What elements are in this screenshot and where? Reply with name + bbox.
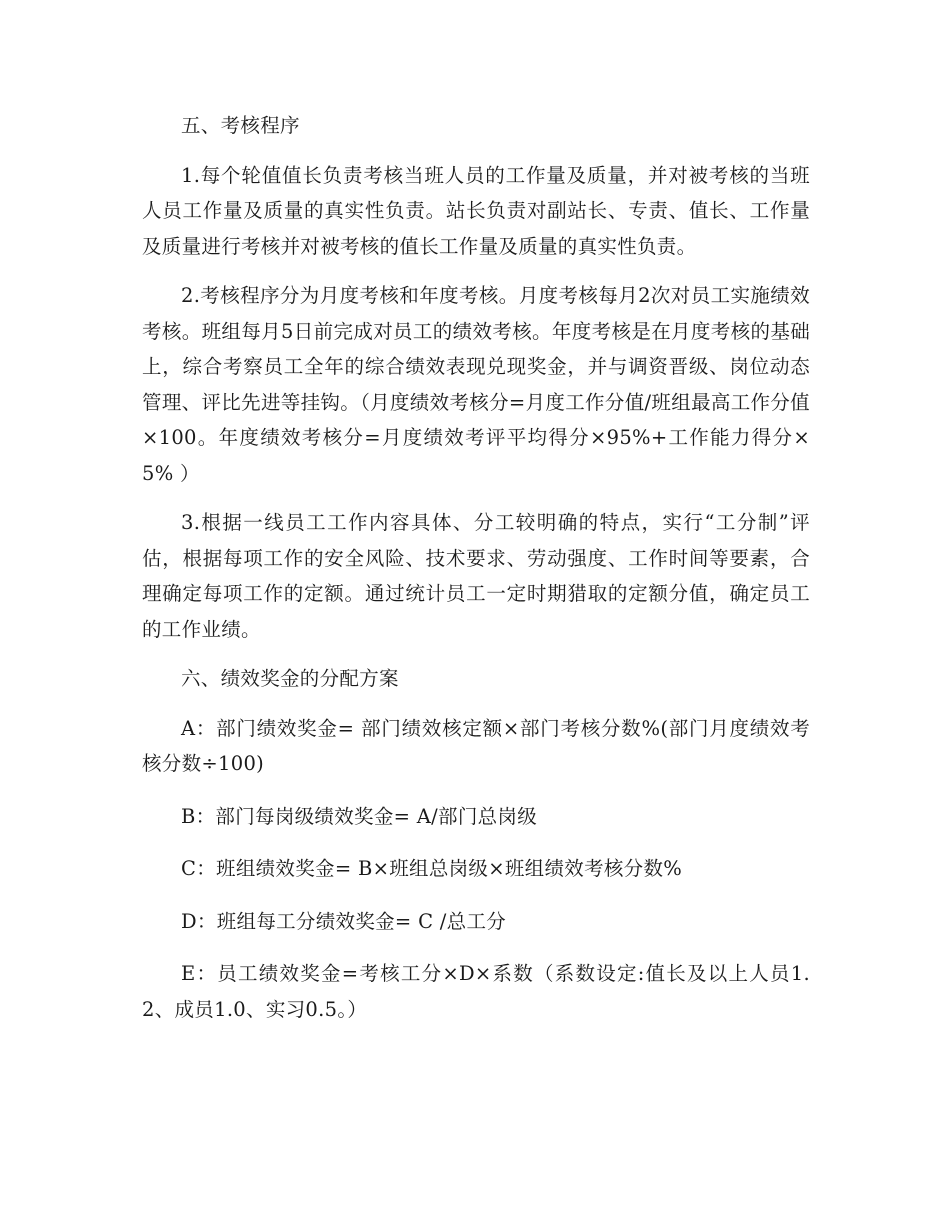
formula-c: C：班组绩效奖金= B×班组总岗级×班组绩效考核分数% bbox=[181, 857, 683, 880]
paragraph-procedure-2: 2.考核程序分为月度考核和年度考核。月度考核每月2次对员工实施绩效考核。班组每月5日前完成对员工的绩效考核。年度考核是在月度考核的基础上，综合考察员工全年的综合绩效表现兑现奖金，并与调资晋级、岗位动态管理、评比先进等挂钩。（月度绩效考核分=月度工作分值/班组最高工作分值×100。年度绩效考核分=月度绩效考评平均得分×95%+工作能力得分×5% ） bbox=[142, 284, 810, 485]
formula-d: D：班组每工分绩效奖金= C /总工分 bbox=[181, 909, 507, 933]
document-body bbox=[142, 108, 810, 1027]
formula-a: A：部门绩效奖金= 部门绩效核定额×部门考核分数%(部门月度绩效考核分数÷100) bbox=[142, 716, 810, 775]
paragraph-procedure-3: 3.根据一线员工工作内容具体、分工较明确的特点，实行“工分制”评估，根据每项工作的安全风险、技术要求、劳动强度、工作时间等要素，合理确定每项工作的定额。通过统计员工一定时期猎取的定额分值，确定员工的工作业绩。 bbox=[142, 511, 810, 641]
section-heading-bonus-distribution: 六、绩效奖金的分配方案 bbox=[181, 667, 399, 690]
paragraph-procedure-1: 1.每个轮值值长负责考核当班人员的工作量及质量，并对被考核的当班人员工作量及质量的真实性负责。站长负责对副站长、专责、值长、工作量及质量进行考核并对被考核的值长工作量及质量的真实性负责。 bbox=[142, 163, 810, 258]
section-heading-assessment-procedure: 五、考核程序 bbox=[181, 114, 300, 137]
formula-e: E：员工绩效奖金=考核工分×D×系数（系数设定:值长及以上人员1.2、成员1.0、实习0.5。） bbox=[142, 962, 810, 1021]
formula-b: B：部门每岗级绩效奖金= A/部门总岗级 bbox=[181, 804, 538, 828]
